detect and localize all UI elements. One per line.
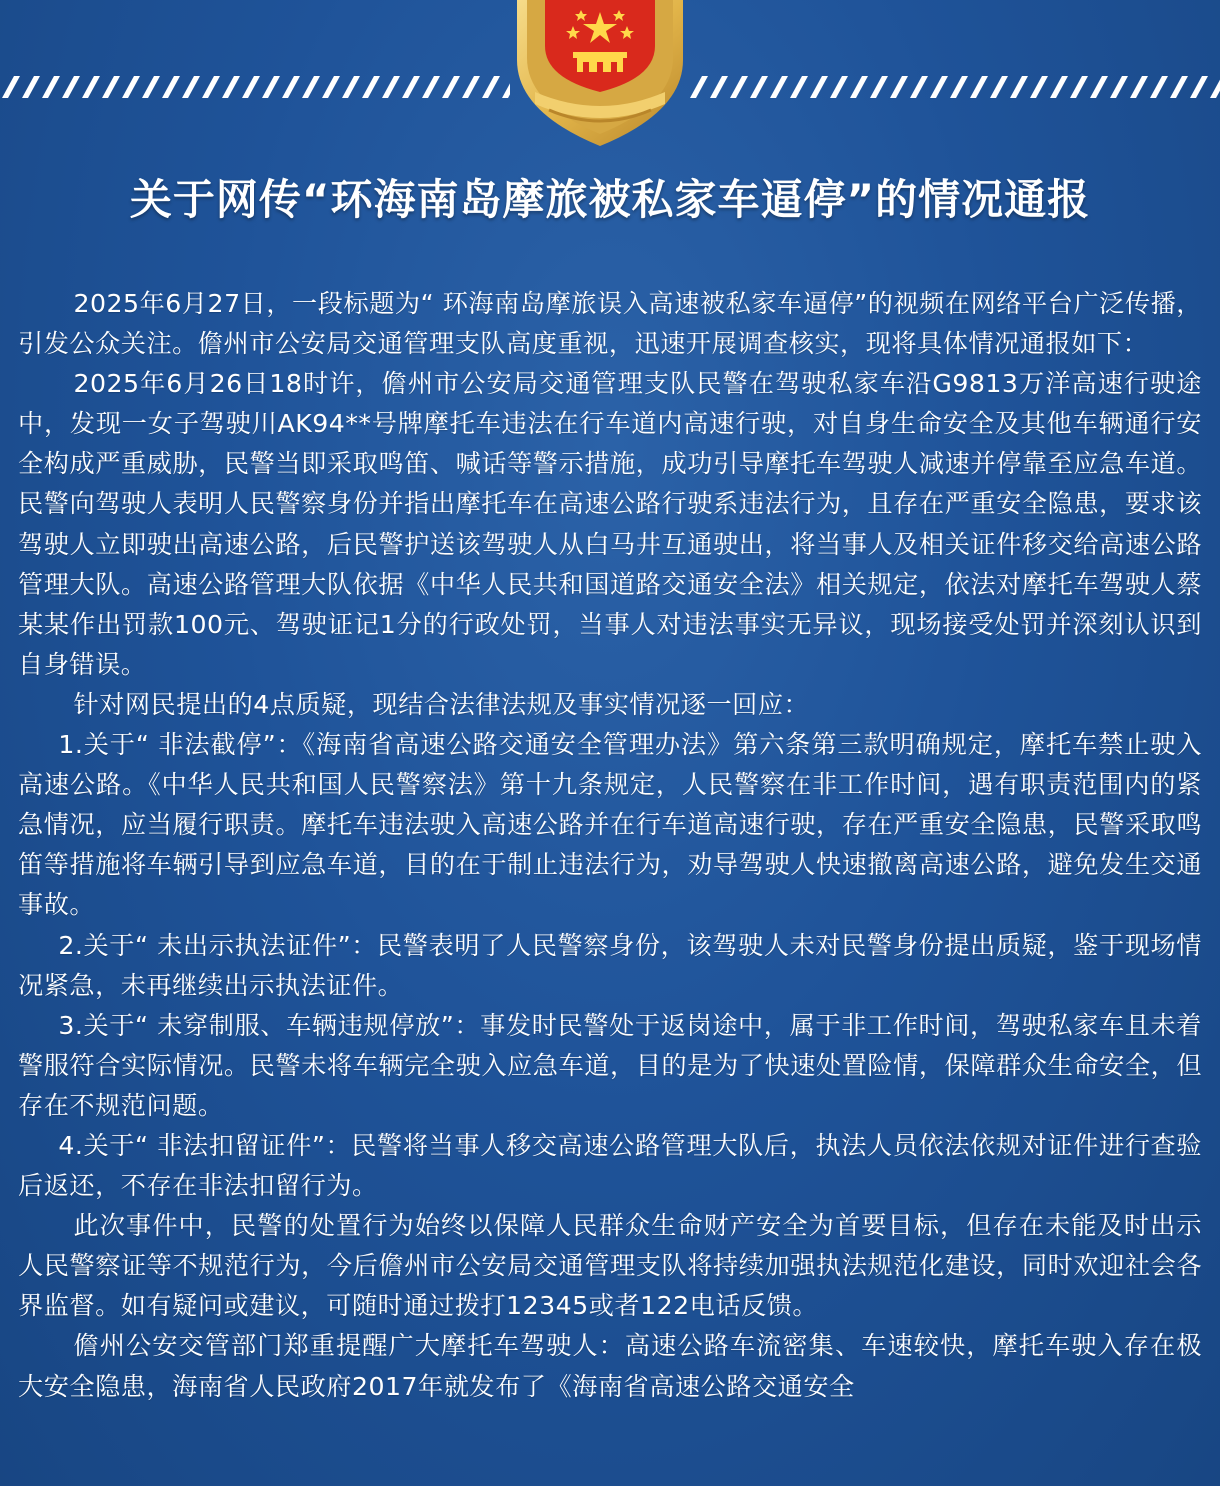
paragraph-conclusion: 此次事件中，民警的处置行为始终以保障人民群众生命财产安全为首要目标，但存在未能及时出示人民警察证等不规范行为，今后儋州市公安局交通管理支队将持续加强执法规范化建设，同时欢迎社会各界监督。如有疑问或建议，可随时通过拨打12345或者122电话反馈。 (18, 1211, 1202, 1321)
police-emblem-icon (505, 0, 695, 148)
response-item-3: 3.关于“ 未穿制服、车辆违规停放”：事发时民警处于返岗途中，属于非工作时间，驾驶私家车且未着警服符合实际情况。民警未将车辆完全驶入应急车道，目的是为了快速处置险情，保障群众生命安全，但存在不规范问题。 (18, 1010, 1202, 1120)
response-item-4: 4.关于“ 非法扣留证件”：民警将当事人移交高速公路管理大队后，执法人员依法依规对证件进行查验后返还，不存在非法扣留行为。 (18, 1130, 1202, 1201)
header-banner (0, 0, 1220, 150)
page-title: 关于网传“环海南岛摩旅被私家车逼停”的情况通报 (129, 175, 1091, 224)
rope-border-left (0, 72, 510, 102)
rope-border-right (688, 72, 1220, 102)
paragraph-reminder: 儋州公安交管部门郑重提醒广大摩托车驾驶人：高速公路车流密集、车速较快，摩托车驶入存在极大安全隐患，海南省人民政府2017年就发布了《海南省高速公路交通安全 (18, 1331, 1202, 1401)
response-item-2: 2.关于“ 未出示执法证件”：民警表明了人民警察身份，该驾驶人未对民警身份提出质疑，鉴于现场情况紧急，未再继续出示执法证件。 (18, 930, 1202, 1000)
paragraph-details: 2025年6月26日18时许，儋州市公安局交通管理支队民警在驾驶私家车沿G9813万洋高速行驶途中，发现一女子驾驶川AK94**号牌摩托车违法在行车道内高速行驶，对自身生命安全及其他车辆通行安全构成严重威胁，民警当即采取鸣笛、喊话等警示措施，成功引导摩托车驾驶人减速并停靠至应急车道。民警向驾驶人表明人民警察身份并指出摩托车在高速公路行驶系违法行为，且存在严重安全隐患，要求该驾驶人立即驶出高速公路，后民警护送该驾驶人从白马井互通驶出，将当事人及相关证件移交给高速公路管理大队。高速公路管理大队依据《中华人民共和国道路交通安全法》相关规定，依法对摩托车驾驶人蔡某某作出罚款100元、驾驶证记1分的行政处罚，当事人对违法事实无异议，现场接受处罚并深刻认识到自身错误。 (18, 369, 1202, 679)
paragraph-intro: 2025年6月27日，一段标题为“ 环海南岛摩旅误入高速被私家车逼停”的视频在网络平台广泛传播，引发公众关注。儋州市公安局交通管理支队高度重视，迅速开展调查核实，现将具体情况通报如下： (18, 289, 1202, 359)
notice-body (18, 284, 1202, 1407)
response-item-1: 1.关于“ 非法截停”：《海南省高速公路交通安全管理办法》第六条第三款明确规定，摩托车禁止驶入高速公路。《中华人民共和国人民警察法》第十九条规定，人民警察在非工作时间，遇有职责范围内的紧急情况，应当履行职责。摩托车违法驶入高速公路并在行车道高速行驶，存在严重安全隐患，民警采取鸣笛等措施将车辆引导到应急车道，目的在于制止违法行为，劝导驾驶人快速撤离高速公路，避免发生交通事故。 (18, 730, 1202, 920)
paragraph-response-intro: 针对网民提出的4点质疑，现结合法律法规及事实情况逐一回应： (73, 689, 810, 719)
